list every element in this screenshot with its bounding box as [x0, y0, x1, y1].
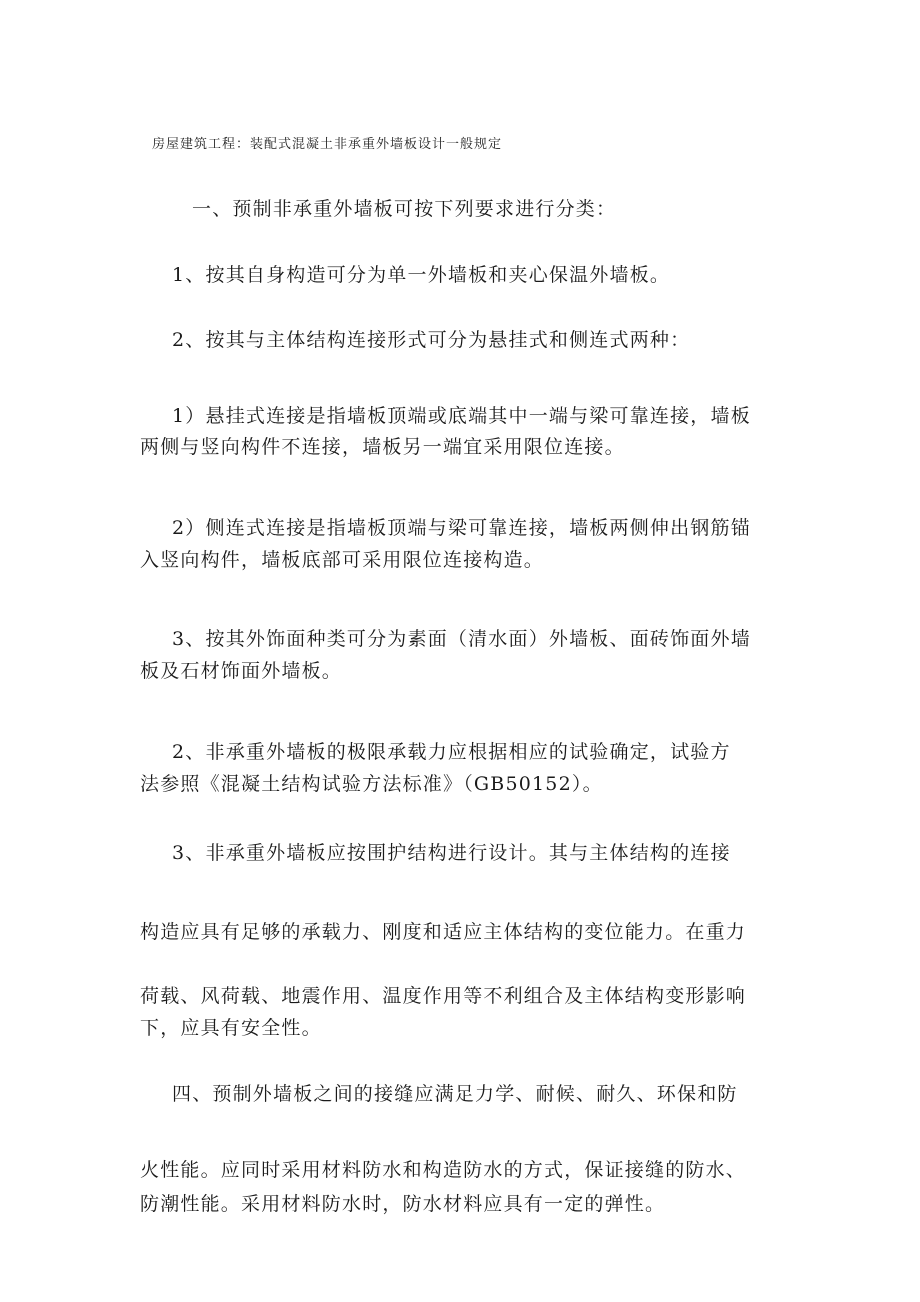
paragraph-line: 防潮性能。采用材料防水时，防水材料应具有一定的弹性。: [140, 1193, 666, 1215]
paragraph-line: 板及石材饰面外墙板。: [140, 660, 343, 682]
paragraph-line: 两侧与竖向构件不连接，墙板另一端宜采用限位连接。: [140, 436, 625, 458]
paragraph-line: 构造应具有足够的承载力、刚度和适应主体结构的变位能力。在重力: [140, 921, 747, 943]
paragraph-line: 2）侧连式连接是指墙板顶端与梁可靠连接，墙板两侧伸出钢筋锚: [172, 517, 751, 539]
paragraph-line: 1、按其自身构造可分为单一外墙板和夹心保温外墙板。: [172, 264, 671, 286]
document-header: 房屋建筑工程：装配式混凝土非承重外墙板设计一般规定: [152, 137, 503, 152]
section-heading-joints: 四、预制外墙板之间的接缝应满足力学、耐候、耐久、环保和防: [172, 1083, 738, 1105]
paragraph-line: 1）悬挂式连接是指墙板顶端或底端其中一端与梁可靠连接，墙板: [172, 405, 751, 427]
section-heading-classification: 一、预制非承重外墙板可按下列要求进行分类：: [192, 198, 617, 220]
paragraph-line: 入竖向构件，墙板底部可采用限位连接构造。: [140, 549, 545, 571]
paragraph-line: 法参照《混凝土结构试验方法标准》（GB50152）。: [140, 773, 603, 795]
paragraph-line: 3、按其外饰面种类可分为素面（清水面）外墙板、面砖饰面外墙: [172, 628, 751, 650]
paragraph-line: 下，应具有安全性。: [140, 1017, 322, 1039]
paragraph-line: 2、按其与主体结构连接形式可分为悬挂式和侧连式两种：: [172, 329, 691, 351]
paragraph-line: 火性能。应同时采用材料防水和构造防水的方式，保证接缝的防水、: [140, 1159, 747, 1181]
paragraph-line: 2、非承重外墙板的极限承载力应根据相应的试验确定，试验方: [172, 741, 731, 763]
paragraph-line: 荷载、风荷载、地震作用、温度作用等不利组合及主体结构变形影响: [140, 985, 747, 1007]
paragraph-line: 3、非承重外墙板应按围护结构进行设计。其与主体结构的连接: [172, 842, 731, 864]
